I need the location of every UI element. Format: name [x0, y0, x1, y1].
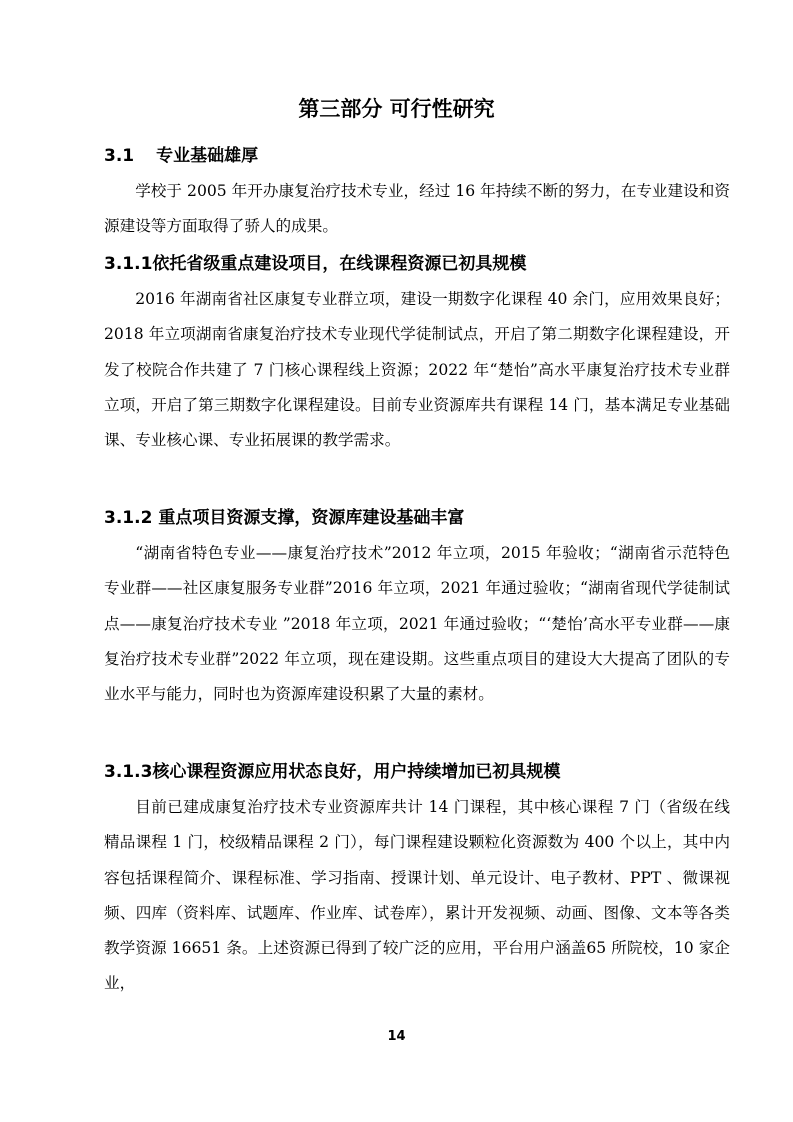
- section-heading-3-1-3: [104, 760, 704, 784]
- section-number: 3.1.2: [104, 508, 153, 528]
- section-heading-text: 核心课程资源应用状态良好，用户持续增加已初具规模: [152, 762, 561, 782]
- section-heading-text: 专业基础雄厚: [156, 146, 259, 166]
- page-number: 14: [387, 1029, 406, 1044]
- section-number: 3.1.3: [104, 762, 153, 782]
- section-heading-3-1: [104, 144, 704, 168]
- section-heading-3-1-2: [104, 506, 704, 530]
- section-paragraph-3-1-1: 2016 年湖南省社区康复专业群立项，建设一期数字化课程 40 余门，应用效果良好；2018 年立项湖南省康复治疗技术专业现代学徒制试点，开启了第二期数字化课程建设，开发了校院合作共建了 7 门核心课程线上资源；2022 年“楚怡”高水平康复治疗技术专业群立项，开启了第三期数字化课程建设。目前专业资源库共有课程 14 门，基本满足专业基础课、专业核心课、专业拓展课的教学需求。: [104, 290, 730, 450]
- section-number: 3.1: [104, 146, 135, 166]
- section-heading-text: 重点项目资源支撑，资源库建设基础丰富: [158, 508, 465, 528]
- section-paragraph-3-1-3: 目前已建成康复治疗技术专业资源库共计 14 门课程，其中核心课程 7 门（省级在线精品课程 1 门，校级精品课程 2 门），每门课程建设颗粒化资源数为 400 个以上，其中内容包括课程简介、课程标准、学习指南、授课计划、单元设计、电子教材、PPT 、微课视频、四库（资料库、试题库、作业库、试卷库），累计开发视频、动画、图像、文本等各类教学资源 16651 条。上述资源已得到了较广泛的应用，平台用户涵盖65 所院校，10 家企业，: [104, 798, 730, 993]
- section-heading-text: 依托省级重点建设项目，在线课程资源已初具规模: [152, 254, 527, 274]
- section-paragraph-3-1: 学校于 2005 年开办康复治疗技术专业，经过 16 年持续不断的努力，在专业建设和资源建设等方面取得了骄人的成果。: [104, 182, 730, 236]
- section-heading-3-1-1: [104, 252, 704, 276]
- section-paragraph-3-1-2: “湖南省特色专业——康复治疗技术”2012 年立项，2015 年验收；“湖南省示范特色专业群——社区康复服务专业群”2016 年立项，2021 年通过验收；“湖南省现代学徒制试点——康复治疗技术专业 ”2018 年立项，2021 年通过验收；“‘楚怡’高水平专业群——康复治疗技术专业群”2022 年立项，现在建设期。这些重点项目的建设大大提高了团队的专业水平与能力，同时也为资源库建设积累了大量的素材。: [104, 544, 730, 704]
- section-number: 3.1.1: [104, 254, 153, 274]
- page-title: 第三部分 可行性研究: [298, 97, 495, 121]
